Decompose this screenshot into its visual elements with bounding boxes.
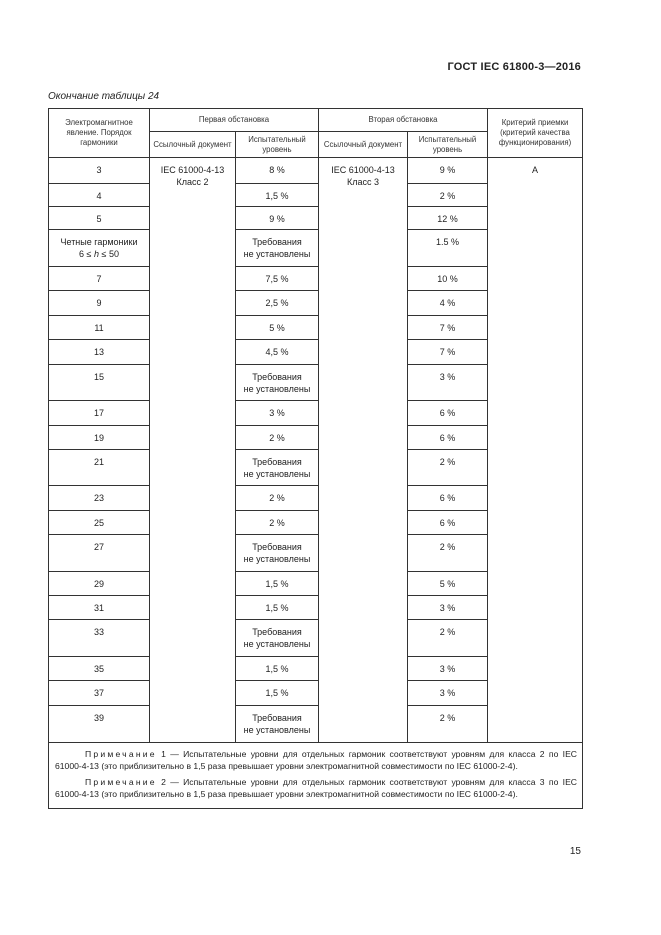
notes-cell [49, 743, 583, 809]
second-test-level: 10 % [408, 267, 488, 291]
second-test-level: 7 % [408, 340, 488, 365]
table-row [49, 158, 583, 184]
first-test-level: 1,5 % [236, 681, 319, 706]
harmonic-order-cell: Четные гармоники 6 ≤ h ≤ 50 [49, 230, 150, 267]
page-number: 15 [569, 846, 581, 857]
first-test-level: Требования не установлены [236, 230, 319, 267]
note-2: Примечание 2 — Испытательные уровни для отдельных гармоник соответствуют уровням для класса 3 по IEC 61000-4-13 (это приблизительно в 1,5 раза превышает уровни электромагнитной совместимости по IEC 61000-2-4). [55, 777, 578, 799]
first-test-level: 1,5 % [236, 572, 319, 596]
header-second-environment: Вторая обстановка [319, 109, 488, 132]
harmonic-order-cell: 3 [49, 158, 150, 184]
second-test-level: 3 % [408, 365, 488, 401]
first-test-level: 2 % [236, 426, 319, 450]
harmonic-order-cell: 37 [49, 681, 150, 706]
second-test-level: 6 % [408, 486, 488, 511]
header-reference-first: Ссылочный документ [150, 132, 236, 158]
second-reference-document: IEC 61000-4-13 Класс 3 [319, 158, 408, 743]
second-test-level: 4 % [408, 291, 488, 316]
first-test-level: 1,5 % [236, 657, 319, 681]
second-test-level: 6 % [408, 511, 488, 535]
harmonic-order-cell: 21 [49, 450, 150, 486]
second-test-level: 2 % [408, 706, 488, 743]
harmonic-order-cell: 4 [49, 184, 150, 207]
second-test-level: 9 % [408, 158, 488, 184]
first-reference-document: IEC 61000-4-13 Класс 2 [150, 158, 236, 743]
first-test-level: 2 % [236, 486, 319, 511]
second-test-level: 6 % [408, 401, 488, 426]
harmonic-order-cell: 31 [49, 596, 150, 620]
harmonic-order-cell: 23 [49, 486, 150, 511]
harmonic-order-cell: 39 [49, 706, 150, 743]
harmonic-order-cell: 29 [49, 572, 150, 596]
first-test-level: 3 % [236, 401, 319, 426]
first-test-level: Требования не установлены [236, 365, 319, 401]
table-caption: Окончание таблицы 24 [48, 91, 160, 102]
header-phenomenon: Электромагнитное явление. Порядок гармоники [49, 109, 150, 158]
second-test-level: 12 % [408, 207, 488, 230]
harmonic-order-cell: 7 [49, 267, 150, 291]
first-test-level: Требования не установлены [236, 620, 319, 657]
harmonic-order-cell: 11 [49, 316, 150, 340]
harmonic-order-cell: 27 [49, 535, 150, 572]
second-test-level: 3 % [408, 657, 488, 681]
header-level-first: Испытательный уровень [236, 132, 319, 158]
harmonic-order-cell: 25 [49, 511, 150, 535]
first-test-level: 2,5 % [236, 291, 319, 316]
second-test-level: 6 % [408, 426, 488, 450]
second-test-level: 2 % [408, 620, 488, 657]
second-test-level: 2 % [408, 450, 488, 486]
second-test-level: 3 % [408, 681, 488, 706]
first-test-level: 8 % [236, 158, 319, 184]
first-test-level: Требования не установлены [236, 450, 319, 486]
first-test-level: 7,5 % [236, 267, 319, 291]
harmonic-order-cell: 13 [49, 340, 150, 365]
header-criterion: Критерий приемки (критерий качества функционирования) [488, 109, 583, 158]
harmonic-order-cell: 5 [49, 207, 150, 230]
harmonic-order-cell: 17 [49, 401, 150, 426]
first-test-level: 5 % [236, 316, 319, 340]
first-test-level: 2 % [236, 511, 319, 535]
second-test-level: 2 % [408, 535, 488, 572]
second-test-level: 7 % [408, 316, 488, 340]
first-test-level: Требования не установлены [236, 706, 319, 743]
first-test-level: 1,5 % [236, 596, 319, 620]
harmonics-table [48, 108, 583, 809]
second-test-level: 1.5 % [408, 230, 488, 267]
harmonic-order-cell: 35 [49, 657, 150, 681]
header-level-second: Испытательный уровень [408, 132, 488, 158]
harmonic-order-cell: 9 [49, 291, 150, 316]
second-test-level: 2 % [408, 184, 488, 207]
harmonic-order-cell: 19 [49, 426, 150, 450]
first-test-level: 1,5 % [236, 184, 319, 207]
acceptance-criterion: А [488, 158, 583, 743]
harmonic-order-cell: 33 [49, 620, 150, 657]
second-test-level: 3 % [408, 596, 488, 620]
first-test-level: 9 % [236, 207, 319, 230]
note-1: Примечание 1 — Испытательные уровни для отдельных гармоник соответствуют уровням для класса 2 по IEC 61000-4-13 (это приблизительно в 1,5 раза превышает уровни электромагнитной совместимости по IEC 61000-2-4). [55, 749, 578, 771]
first-test-level: 4,5 % [236, 340, 319, 365]
harmonic-order-cell: 15 [49, 365, 150, 401]
header-first-environment: Первая обстановка [150, 109, 319, 132]
second-test-level: 5 % [408, 572, 488, 596]
header-reference-second: Ссылочный документ [319, 132, 408, 158]
first-test-level: Требования не установлены [236, 535, 319, 572]
document-standard-header: ГОСТ IEC 61800-3—2016 [447, 61, 581, 73]
